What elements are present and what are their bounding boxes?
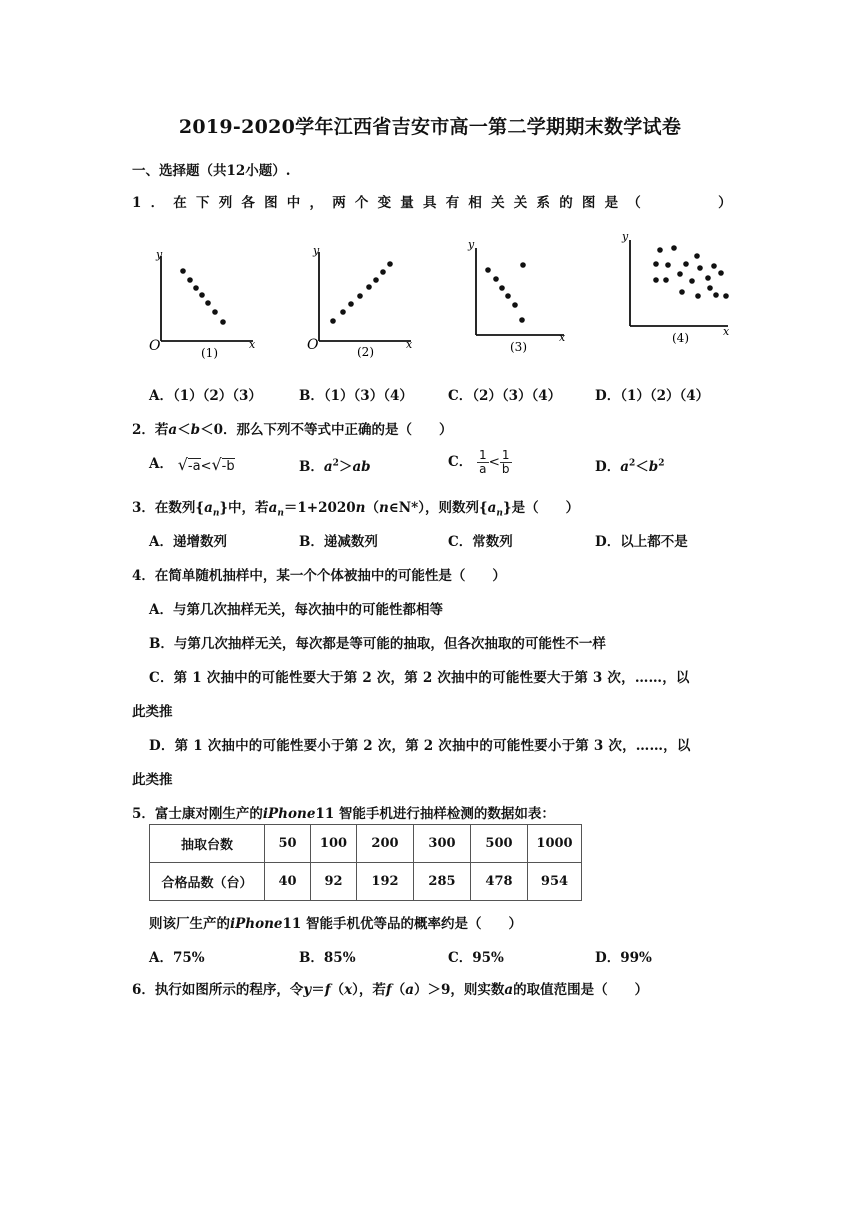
q2-option-d: D．$a^2<b^2$ [595, 458, 665, 475]
q4-option-c-cont: 此类推 [132, 704, 173, 720]
figure-caption: (2) [357, 345, 374, 359]
q5-option-b: B．85% [299, 950, 356, 966]
q4-option-a: A．与第几次抽样无关，每次抽中的可能性都相等 [149, 602, 443, 618]
data-point [679, 289, 685, 295]
data-point [212, 309, 218, 315]
data-point [180, 268, 186, 274]
data-point [723, 293, 729, 299]
q3-option-d: D．以上都不是 [595, 534, 688, 550]
q5-option-d: D．99% [595, 950, 652, 966]
y-label: y [156, 248, 163, 261]
data-point [519, 317, 525, 323]
data-point [697, 265, 703, 271]
figure-caption: (4) [672, 331, 689, 345]
q1-stem: 1．在下列各图中，两个变量具有相关关系的图是（ ） [132, 195, 741, 211]
data-point [512, 302, 518, 308]
fraction-1-over-b: $\frac{1}{b}$ [501, 448, 510, 476]
table-cell: 285 [414, 863, 471, 901]
table-cell: 100 [311, 825, 357, 863]
data-point [340, 309, 346, 315]
data-point [663, 277, 669, 283]
table-cell: 40 [265, 863, 311, 901]
q1-option-a: A．（1）（2）（3） [149, 388, 262, 404]
x-label: x [406, 338, 413, 351]
sqrt-expression: √-a<√-b [177, 455, 235, 474]
data-point [695, 293, 701, 299]
q3-option-c: C．常数列 [448, 534, 513, 550]
q4-option-d-cont: 此类推 [132, 772, 173, 788]
q1-option-b: B．（1）（3）（4） [299, 388, 413, 404]
q3-option-b: B．递减数列 [299, 534, 378, 550]
data-point [657, 247, 663, 253]
data-point [718, 270, 724, 276]
table-cell: 抽取台数 [150, 825, 265, 863]
data-point [380, 269, 386, 275]
data-point [677, 271, 683, 277]
data-point [499, 285, 505, 291]
table-row [150, 825, 582, 863]
data-point [357, 293, 363, 299]
table-cell: 200 [357, 825, 414, 863]
data-point [683, 261, 689, 267]
x-label: x [723, 325, 730, 338]
q5-option-a: A．75% [149, 950, 205, 966]
data-point [187, 277, 193, 283]
table-cell: 50 [265, 825, 311, 863]
q4-option-d: D．第 1 次抽中的可能性要小于第 2 次，第 2 次抽中的可能性要小于第 3 次，……，以 [149, 738, 691, 754]
q6-stem: 6．执行如图所示的程序，令y＝f（x），若f（a）＞9，则实数a的取值范围是（ ） [132, 982, 649, 998]
data-point [348, 301, 354, 307]
q1-option-c: C．（2）（3）（4） [448, 388, 562, 404]
y-label: y [313, 244, 320, 257]
scatter-figure-1 [145, 238, 260, 363]
table-cell: 500 [471, 825, 528, 863]
data-point [665, 262, 671, 268]
data-point [520, 262, 526, 268]
figure-caption: (3) [510, 340, 527, 354]
table-cell: 300 [414, 825, 471, 863]
q1-option-d: D．（1）（2）（4） [595, 388, 710, 404]
table-cell: 合格品数（台） [150, 863, 265, 901]
q4-option-c: C．第 1 次抽中的可能性要大于第 2 次，第 2 次抽中的可能性要大于第 3 次，……，以 [149, 670, 690, 686]
table-cell: 478 [471, 863, 528, 901]
data-point [493, 276, 499, 282]
data-point [689, 278, 695, 284]
data-point [485, 267, 491, 273]
table-cell: 192 [357, 863, 414, 901]
origin-label: O [149, 338, 161, 354]
data-point [366, 284, 372, 290]
data-point [505, 293, 511, 299]
q4-option-b: B．与第几次抽样无关，每次都是等可能的抽取，但各次抽取的可能性不一样 [149, 636, 606, 652]
table-row [150, 863, 582, 901]
data-point [694, 253, 700, 259]
figure-caption: (1) [201, 346, 218, 360]
data-point [711, 263, 717, 269]
q3-option-a: A．递增数列 [149, 534, 227, 550]
data-point [220, 319, 226, 325]
data-point [387, 261, 393, 267]
section-heading: 一、选择题（共12小题）. [132, 163, 291, 179]
origin-label: O [307, 337, 319, 353]
scatter-figure-2 [303, 236, 418, 361]
data-point [193, 285, 199, 291]
q5-stem: 5．富士康对刚生产的iPhone11 智能手机进行抽样检测的数据如表： [132, 806, 555, 822]
q2-option-c: C． $\frac{1}{a}$ < $\frac{1}{b}$ [448, 448, 510, 476]
page-title: 2019-2020学年江西省吉安市高一第二学期期末数学试卷 [178, 116, 682, 138]
q5-option-c: C．95% [448, 950, 504, 966]
q4-stem: 4．在简单随机抽样中，某一个个体被抽中的可能性是（ ） [132, 568, 506, 584]
x-label: x [559, 331, 566, 344]
data-point [199, 292, 205, 298]
data-point [705, 275, 711, 281]
data-point [373, 277, 379, 283]
x-label: x [249, 338, 256, 351]
data-point [205, 300, 211, 306]
data-point [653, 277, 659, 283]
table-cell: 92 [311, 863, 357, 901]
y-label: y [468, 238, 475, 251]
data-point [707, 285, 713, 291]
scatter-figure-3 [460, 234, 575, 359]
scatter-figure-4 [620, 228, 738, 353]
q2-option-b: B．$a^2>ab$ [299, 458, 371, 475]
y-label: y [622, 230, 629, 243]
data-point [713, 292, 719, 298]
q3-stem: 3．在数列$\{a_n\}$中，若$a_n=1+2020n(n\in N*)$，则数列$\{a_n\}$是（ ） [132, 500, 580, 519]
table-cell: 954 [528, 863, 582, 901]
sampling-table [149, 824, 582, 901]
q5-question: 则该厂生产的iPhone11 智能手机优等品的概率约是（ ） [149, 916, 523, 932]
data-point [330, 318, 336, 324]
fraction-1-over-a: $\frac{1}{a}$ [478, 448, 487, 476]
data-point [653, 261, 659, 267]
q2-option-a: A． √-a<√-b [149, 455, 235, 474]
q2-stem: 2．若a＜b＜0．那么下列不等式中正确的是（ ） [132, 422, 453, 438]
table-cell: 1000 [528, 825, 582, 863]
data-point [671, 245, 677, 251]
